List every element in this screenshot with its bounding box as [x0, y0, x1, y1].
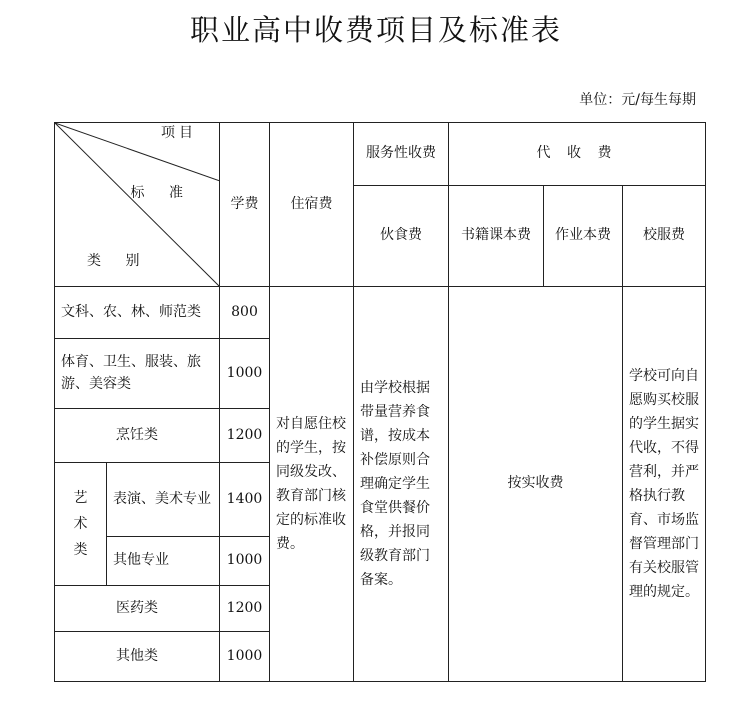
lodging-note: 对自愿住校的学生，按同级发改、教育部门核定的标准收费。 [270, 287, 354, 682]
row-tuition: 1000 [220, 632, 270, 682]
row-category: 其他专业 [107, 537, 220, 586]
row-tuition: 1000 [220, 339, 270, 409]
row-tuition: 1400 [220, 463, 270, 537]
header-tuition: 学费 [220, 123, 270, 287]
header-standard-label: 标 准 [130, 185, 193, 201]
agency-note: 按实收费 [449, 287, 623, 682]
fee-table [54, 122, 706, 682]
header-lodging: 住宿费 [270, 123, 354, 287]
header-category-label: 类 别 [87, 253, 150, 269]
art-group-text: 艺术类 [73, 490, 88, 558]
header-service: 服务性收费 [354, 123, 449, 186]
art-group-label [55, 463, 107, 586]
row-tuition: 1200 [220, 586, 270, 632]
header-meal: 伙食费 [354, 186, 449, 287]
row-category: 医药类 [55, 586, 220, 632]
row-tuition: 1000 [220, 537, 270, 586]
row-tuition: 1200 [220, 409, 270, 463]
row-category: 烹饪类 [55, 409, 220, 463]
row-category: 文科、农、林、师范类 [55, 287, 220, 339]
header-uniform: 校服费 [623, 186, 706, 287]
header-workbook: 作业本费 [544, 186, 623, 287]
header-books: 书籍课本费 [449, 186, 544, 287]
header-diagonal-cell [55, 123, 220, 287]
unit-note: 单位：元/每生每期 [579, 92, 696, 108]
header-agency: 代 收 费 [449, 123, 706, 186]
header-item-label: 项目 [161, 125, 197, 141]
page-title: 职业高中收费项目及标准表 [189, 13, 562, 47]
uniform-note: 学校可向自愿购买校服的学生据实代收，不得营利，并严格执行教育、市场监督管理部门有关校服管理的规定。 [623, 287, 706, 682]
row-category: 表演、美术专业 [107, 463, 220, 537]
row-category: 体育、卫生、服装、旅游、美容类 [55, 339, 220, 409]
row-category: 其他类 [55, 632, 220, 682]
meal-note: 由学校根据带量营养食谱，按成本补偿原则合理确定学生食堂供餐价格，并报同级教育部门备案。 [354, 287, 449, 682]
row-tuition: 800 [220, 287, 270, 339]
